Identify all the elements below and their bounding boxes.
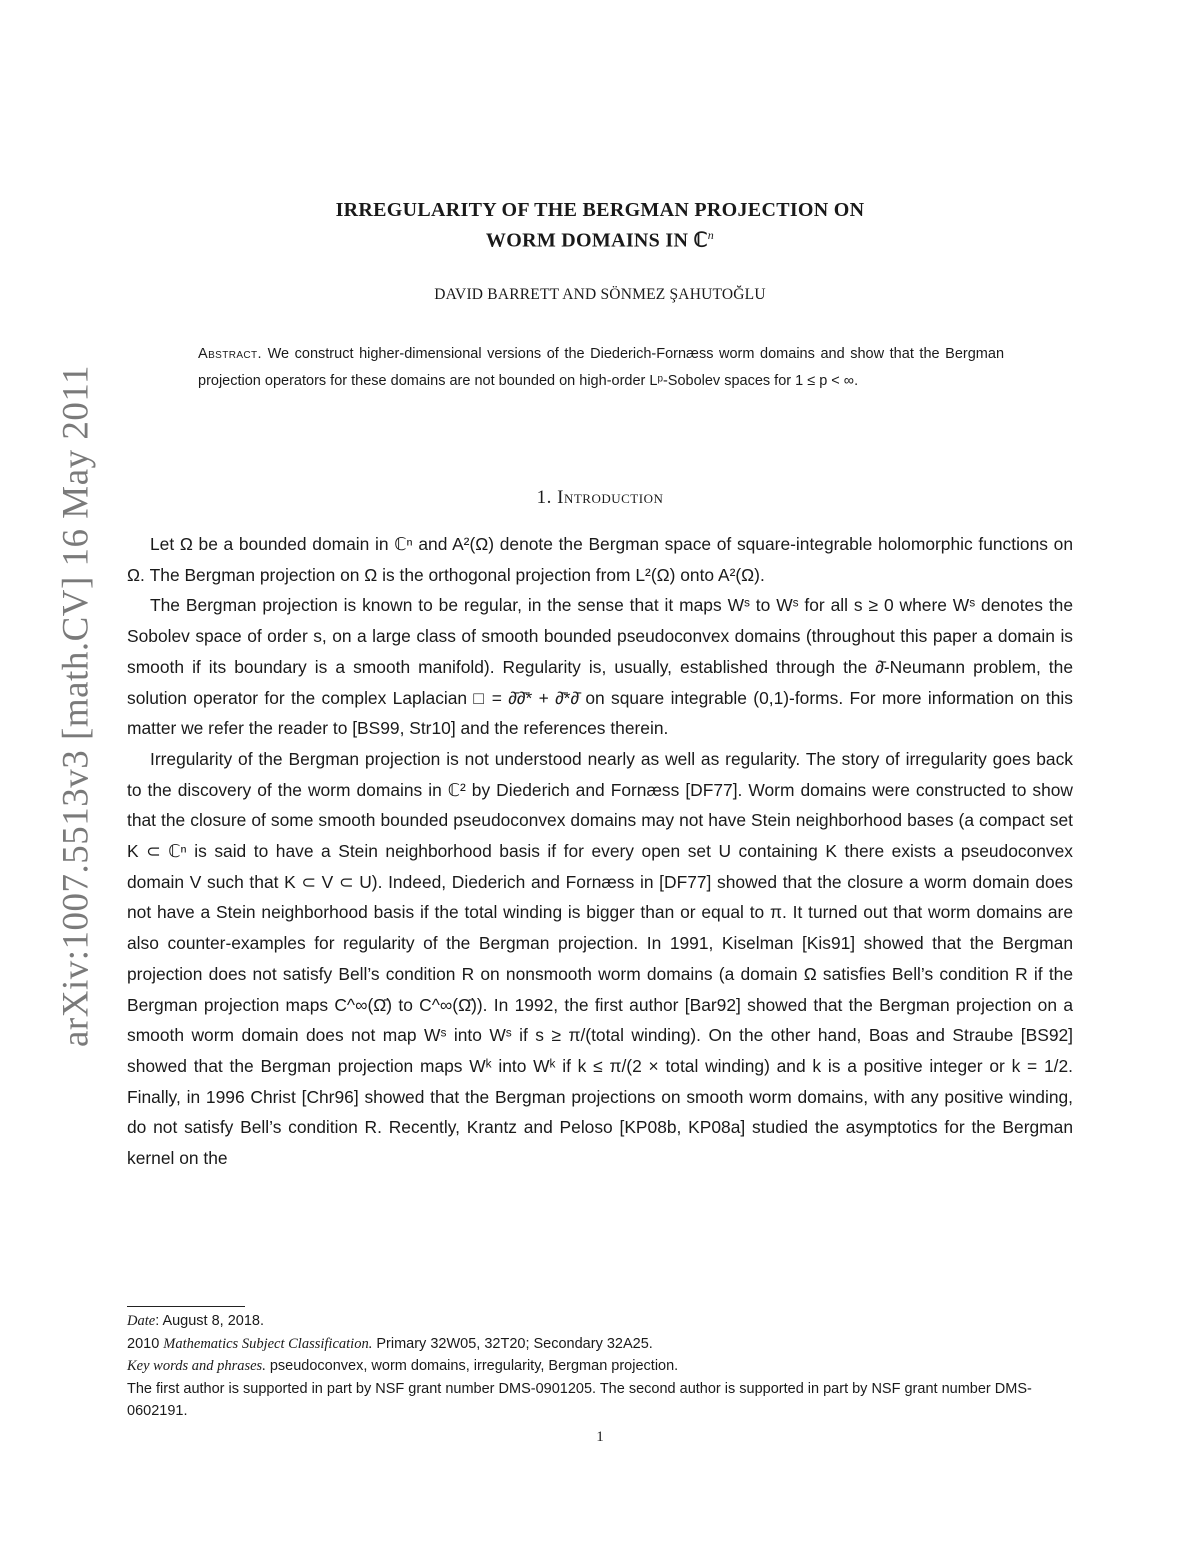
abstract-label: Abstract. bbox=[198, 346, 262, 362]
keywords-label: Key words and phrases. bbox=[127, 1358, 266, 1374]
page-number: 1 bbox=[596, 1429, 604, 1445]
date-value: : August 8, 2018. bbox=[155, 1313, 265, 1329]
authors: DAVID BARRETT AND SÖNMEZ ŞAHUTOĞLU bbox=[434, 286, 766, 303]
title-line-1: IRREGULARITY OF THE BERGMAN PROJECTION ON bbox=[335, 199, 865, 221]
footnotes bbox=[127, 1310, 1073, 1423]
paragraph-2: The Bergman projection is known to be regular, in the sense that it maps Wˢ to Wˢ for all s ≥ 0 where Wˢ denotes the Sobolev space of order s, on a large class of smooth bounded pseudoconvex domains (throughout this paper a domain is smooth if its boundary is a smooth manifold). Regularity is, usually, established through the ∂̄-Neumann problem, the solution operator for the complex Laplacian □ = ∂̄∂̄* + ∂̄*∂̄ on square integrable (0,1)-forms. For more information on this matter we refer the reader to [BS99, Str10] and the references therein. bbox=[127, 595, 1073, 739]
keywords-value: pseudoconvex, worm domains, irregularity, Bergman projection. bbox=[265, 1358, 679, 1374]
msc-prefix: 2010 bbox=[127, 1335, 164, 1352]
msc-value: Primary 32W05, 32T20; Secondary 32A25. bbox=[372, 1335, 653, 1352]
section-title: Introduction bbox=[557, 487, 664, 508]
section-heading bbox=[0, 487, 1200, 509]
arxiv-stamp: arXiv:1007.5513v3 [math.CV] 16 May 2011 bbox=[55, 365, 97, 1047]
abstract bbox=[198, 341, 1004, 394]
footnote-msc bbox=[127, 1333, 1073, 1356]
section-number: 1. bbox=[536, 487, 552, 508]
date-label: Date bbox=[127, 1313, 156, 1329]
footnote-rule bbox=[127, 1306, 245, 1307]
title-line-2-text: WORM DOMAINS IN ℂ bbox=[485, 229, 708, 252]
paper-title bbox=[0, 198, 1200, 254]
title-line-2 bbox=[0, 223, 1200, 254]
body-text bbox=[127, 529, 1073, 1174]
footnote-support: The first author is supported in part by NSF grant number DMS-0901205. The second author is supported in part by NSF grant number DMS-0602191. bbox=[127, 1380, 1032, 1419]
paragraph-1: Let Ω be a bounded domain in ℂⁿ and A²(Ω) denote the Bergman space of square-integrable holomorphic functions on Ω. The Bergman projection on Ω is the orthogonal projection from L²(Ω) onto A²(Ω). bbox=[127, 534, 1073, 585]
footnote-date bbox=[127, 1310, 1073, 1333]
paragraph-3: Irregularity of the Bergman projection is not understood nearly as well as regularity. The story of irregularity goes back to the discovery of the worm domains in ℂ² by Diederich and Fornæss [DF77]. Worm domains were constructed to show that the closure of some smooth bounded pseudoconvex domains may not have Stein neighborhood bases (a compact set K ⊂ ℂⁿ is said to have a Stein neighborhood basis if for every open set U containing K there exists a pseudoconvex domain V such that K ⊂ V ⊂ U). Indeed, Diederich and Fornæss in [DF77] showed that the closure a worm domain does not have a Stein neighborhood basis if the total winding is bigger than or equal to π. It turned out that worm domains are also counter-examples for regularity of the Bergman projection. In 1991, Kiselman [Kis91] showed that the Bergman projection does not satisfy Bell’s condition R on nonsmooth worm domains (a domain Ω satisfies Bell’s condition R if the Bergman projection maps C^∞(Ω̄) to C^∞(Ω̄)). In 1992, the first author [Bar92] showed that the Bergman projection on a smooth worm domain does not map Wˢ into Wˢ if s ≥ π/(total winding). On the other hand, Boas and Straube [BS92] showed that the Bergman projection maps Wᵏ into Wᵏ if k ≤ π/(2 × total winding) and k is a positive integer or k = 1/2. Finally, in 1996 Christ [Chr96] showed that the Bergman projections on smooth worm domains, with any positive winding, do not satisfy Bell’s condition R. Recently, Krantz and Peloso [KP08b, KP08a] studied the asymptotics for the Bergman kernel on the bbox=[127, 748, 1073, 1169]
msc-label: Mathematics Subject Classification. bbox=[163, 1335, 373, 1352]
footnote-keywords bbox=[127, 1355, 1073, 1378]
title-superscript: n bbox=[707, 228, 715, 242]
abstract-text: We construct higher-dimensional versions of the Diederich-Fornæss worm domains and show that the Bergman projection operators for these domains are not bounded on high-order Lᵖ-Sobolev spaces for 1 ≤ p < ∞. bbox=[198, 346, 1005, 389]
